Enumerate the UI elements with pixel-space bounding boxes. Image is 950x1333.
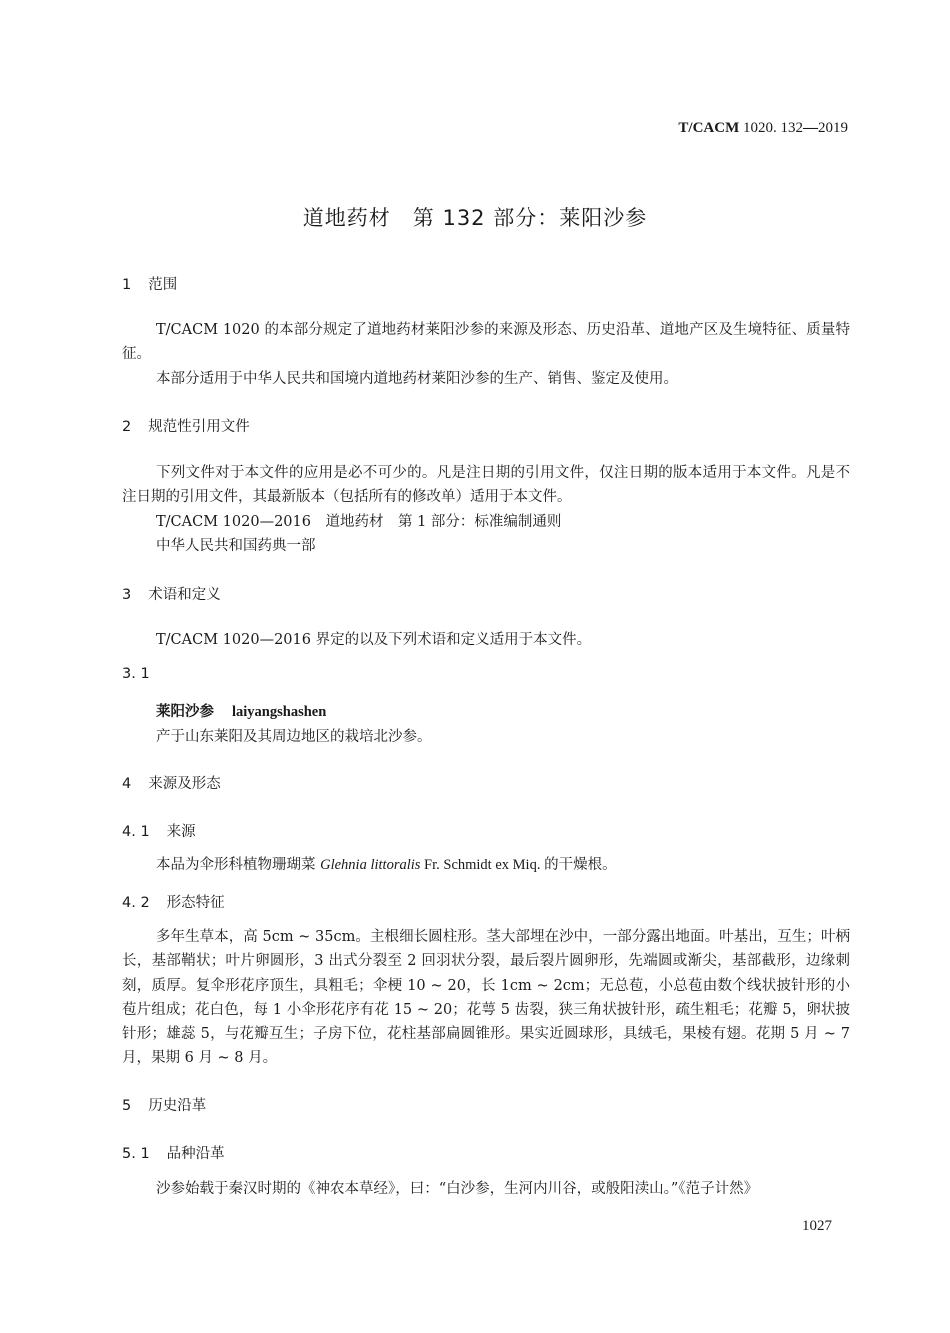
reference-item-2: 中华人民共和国药典一部 bbox=[156, 538, 316, 554]
section-title: 术语和定义 bbox=[148, 587, 221, 603]
terms-paragraph: T/CACM 1020—2016 界定的以及下列术语和定义适用于本文件。 bbox=[156, 632, 592, 648]
section-number: 1 bbox=[122, 277, 132, 293]
section-title: 来源及形态 bbox=[148, 776, 221, 792]
scope-paragraph-1: T/CACM 1020 的本部分规定了道地药材莱阳沙参的来源及形态、历史沿革、道地产区及生境特征、质量特征。 bbox=[122, 322, 850, 363]
scope-paragraph-2: 本部分适用于中华人民共和国境内道地药材莱阳沙参的生产、销售、鉴定及使用。 bbox=[156, 371, 678, 387]
source-text-end: Fr. Schmidt ex Miq. 的干燥根。 bbox=[420, 857, 617, 873]
term-pinyin: laiyangshashen bbox=[232, 704, 327, 720]
source-paragraph bbox=[122, 853, 850, 877]
term-heading bbox=[122, 700, 850, 724]
reference-item-1: T/CACM 1020—2016 道地药材 第 1 部分：标准编制通则 bbox=[156, 514, 562, 530]
section-title: 来源 bbox=[166, 824, 196, 840]
section-4-2-heading bbox=[122, 891, 225, 912]
page-number: 1027 bbox=[802, 1218, 832, 1234]
standard-number bbox=[678, 120, 848, 137]
term-chinese: 莱阳沙参 bbox=[156, 703, 214, 720]
standard-dash: — bbox=[803, 120, 818, 136]
section-title: 形态特征 bbox=[166, 895, 225, 911]
section-1-heading bbox=[122, 273, 177, 294]
section-title: 范围 bbox=[148, 277, 178, 293]
section-title: 品种沿革 bbox=[166, 1146, 225, 1162]
section-number: 3 bbox=[122, 587, 132, 603]
section-title: 历史沿革 bbox=[148, 1098, 207, 1114]
section-5-1-heading bbox=[122, 1142, 225, 1163]
variety-history-paragraph: 沙参始载于秦汉时期的《神农本草经》，曰：“白沙参，生河内川谷，或般阳渎山。”《范子计然》 bbox=[156, 1181, 759, 1197]
section-number: 4. 1 bbox=[122, 824, 150, 840]
section-number: 4 bbox=[122, 776, 132, 792]
source-text: 本品为伞形科植物珊瑚菜 bbox=[156, 857, 321, 873]
section-number: 5. 1 bbox=[122, 1146, 150, 1162]
section-4-1-heading bbox=[122, 820, 196, 841]
standard-prefix: T/CACM bbox=[678, 120, 740, 136]
morphology-paragraph: 多年生草本，高 5cm ~ 35cm。主根细长圆柱形。茎大部埋在沙中，一部分露出地面。叶基出，互生；叶柄长，基部鞘状；叶片卵圆形，3 出式分裂至 2 回羽状分裂，最后裂片圆卵形，先端圆或渐尖，基部截形，边缘刺刻，质厚。复伞形花序顶生，具粗毛；伞梗 10 ~ 20，长 1cm ~ 2cm；无总苞，小总苞由数个线状披针形的小苞片组成；花白色，每 1 小伞形花序有花 15 ~ 20；花萼 5 齿裂，狭三角状披针形，疏生粗毛；花瓣 5，卵状披针形；雄蕊 5，与花瓣互生；子房下位，花柱基部扁圆锥形。果实近圆球形，具绒毛，果棱有翅。花期 5 月 ~ 7 月，果期 6 月 ~ 8 月。 bbox=[122, 929, 850, 1067]
section-2-heading bbox=[122, 415, 250, 436]
standard-code: 1020. 132 bbox=[739, 120, 803, 136]
section-4-heading bbox=[122, 772, 221, 793]
section-5-heading bbox=[122, 1094, 206, 1115]
standard-year: 2019 bbox=[818, 120, 848, 136]
section-number: 5 bbox=[122, 1098, 132, 1114]
section-number: 2 bbox=[122, 419, 132, 435]
latin-name: Glehnia littoralis bbox=[320, 857, 421, 873]
term-definition: 产于山东莱阳及其周边地区的栽培北沙参。 bbox=[156, 729, 432, 745]
document-title: 道地药材 第 132 部分：莱阳沙参 bbox=[302, 206, 648, 230]
section-number: 4. 2 bbox=[122, 895, 150, 911]
references-paragraph: 下列文件对于本文件的应用是必不可少的。凡是注日期的引用文件，仅注日期的版本适用于本文件。凡是不注日期的引用文件，其最新版本（包括所有的修改单）适用于本文件。 bbox=[122, 465, 850, 506]
clause-3-1-number: 3. 1 bbox=[122, 666, 150, 682]
section-3-heading bbox=[122, 583, 221, 604]
section-title: 规范性引用文件 bbox=[148, 419, 250, 435]
